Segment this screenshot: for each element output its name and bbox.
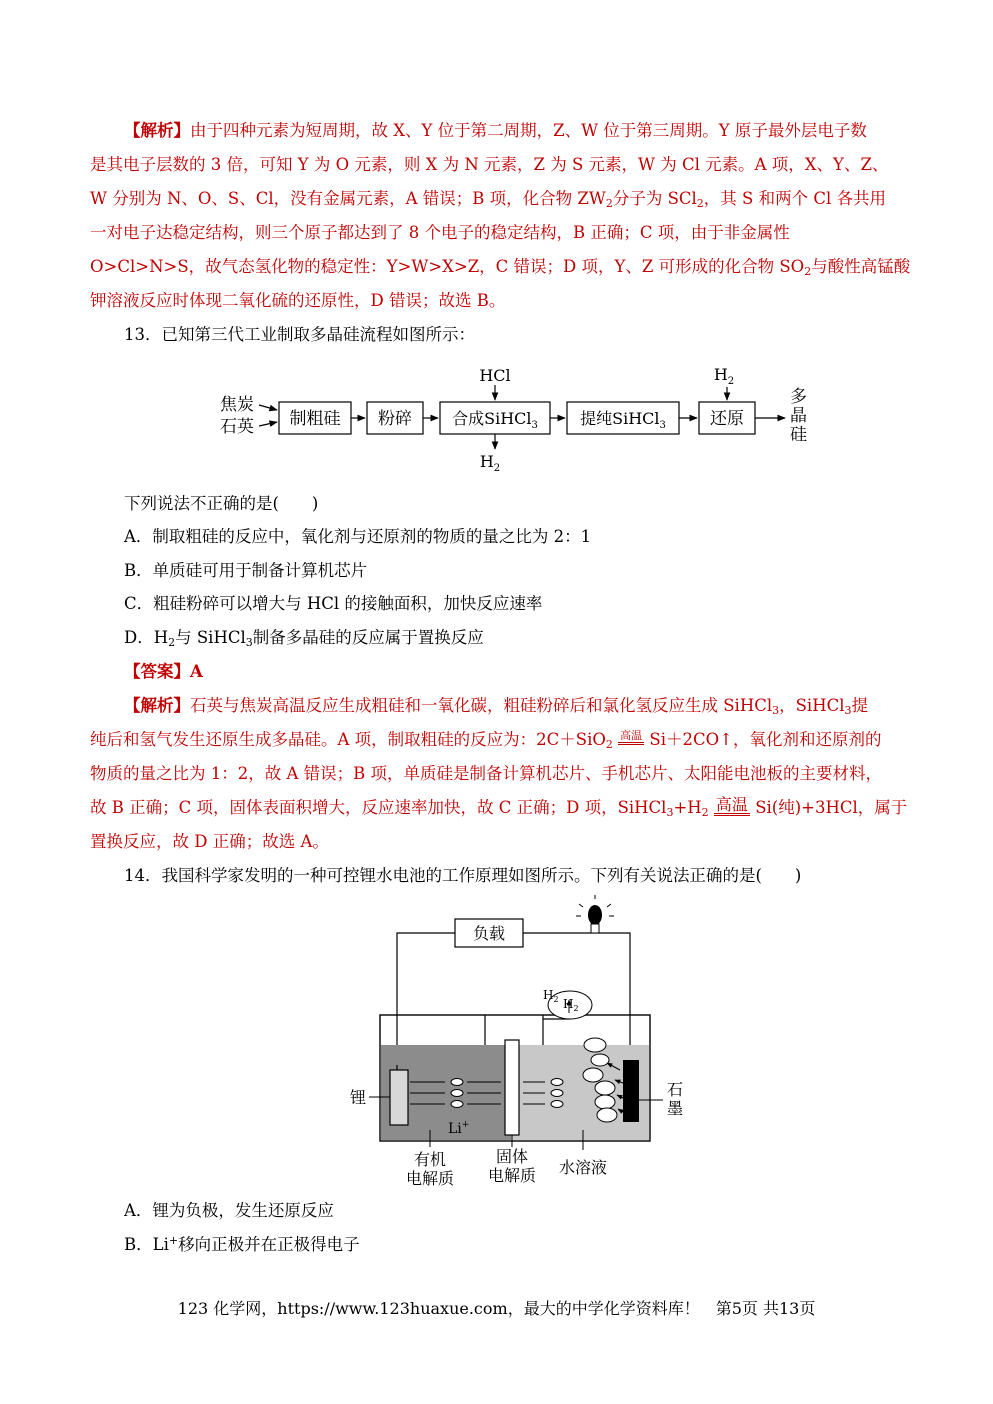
page-footer: 123 化学网，https://www.123huaxue.com，最大的中学化学资料库！ 第5页 共13页 — [177, 1299, 816, 1318]
q13-option-b: B．单质硅可用于制备计算机芯片 — [124, 561, 368, 580]
li-ion-label: Li+ — [448, 1120, 470, 1137]
h2-label: $H_2$ — [543, 988, 559, 1004]
water-label: 水溶液 — [558, 1158, 608, 1177]
lithium-electrode — [390, 1070, 408, 1125]
svg-text:粉碎: 粉碎 — [378, 409, 412, 429]
bulb-icon — [576, 895, 614, 933]
q13-option-c: C．粗硅粉碎可以增大与 HCl 的接触面积，加快反应速率 — [124, 594, 543, 613]
flow-output-2: 晶 — [790, 406, 807, 426]
analysis13-line4: 故 B 正确；C 项，固体表面积增大，反应速率加快，故 C 正确；D 项，$SiHCl_3+H_2$ 高温 Si(纯)+3HCl，属于 — [90, 795, 908, 819]
analysis12-line3: W 分别为 N、O、S、Cl，没有金属元素，A 错误；B 项，化合物 $ZW_2$分子为 SCl$_2$，其 S 和两个 Cl 各共用 — [90, 189, 886, 210]
analysis12-line5: O>Cl>N>S，故气态氢化物的稳定性：Y>W>X>Z，C 错误；D 项，Y、Z 可形成的化合物 $SO_2$与酸性高锰酸 — [90, 257, 911, 278]
q13-answer: 【答案】A — [124, 662, 203, 681]
q14-battery-diagram — [345, 895, 695, 1195]
q14-option-a: A．锂为负极，发生还原反应 — [124, 1201, 334, 1220]
load-label: 负载 — [472, 924, 506, 943]
q13-option-d: D．$H_2$与 SiHCl$_3$制备多晶硅的反应属于置换反应 — [124, 628, 484, 649]
graphite-label-2: 墨 — [667, 1099, 684, 1118]
flow-output-1: 多 — [790, 387, 807, 407]
analysis13-line2: 纯后和氢气发生还原生成多晶硅。A 项，制取粗硅的反应为：2C＋SiO$_2$ 高温 Si＋2CO↑，氧化剂和还原剂的 — [90, 729, 882, 751]
analysis13-line1: 【解析】石英与焦炭高温反应生成粗硅和一氧化碳，粗硅粉碎后和氯化氢反应生成 SiHCl$_3$，SiHCl$_3$提 — [124, 696, 868, 717]
svg-text:提纯SiHCl3: 提纯SiHCl$_3$ — [580, 409, 666, 431]
solid-label-1: 固体 — [495, 1147, 529, 1166]
svg-text:制粗硅: 制粗硅 — [289, 409, 341, 429]
flow-h2-in: $H_2$ — [713, 365, 735, 387]
analysis12-line4: 一对电子达稳定结构，则三个原子都达到了 8 个电子的稳定结构，B 正确；C 项，由于非金属性 — [90, 223, 790, 242]
analysis13-line3: 物质的量之比为 1：2，故 A 错误；B 项，单质硅是制备计算机芯片、手机芯片、太阳能电池板的主要材料， — [90, 764, 883, 783]
organic-label-2: 电解质 — [405, 1169, 455, 1188]
flow-input-quartz: 石英 — [220, 417, 254, 437]
analysis12-line6: 钾溶液反应时体现二氧化硫的还原性，D 错误；故选 B。 — [90, 291, 506, 310]
solid-label-2: 电解质 — [487, 1166, 537, 1185]
q13-question: 下列说法不正确的是( ) — [124, 494, 319, 513]
analysis12-line1: 【解析】由于四种元素为短周期，故 X、Y 位于第二周期，Z、W 位于第三周期。Y 原子最外层电子数 — [124, 121, 867, 140]
q14-stem: 14．我国科学家发明的一种可控锂水电池的工作原理如图所示。下列有关说法正确的是( ) — [124, 866, 802, 885]
flow-output-3: 硅 — [790, 425, 807, 445]
q13-flow-diagram — [215, 362, 815, 482]
q14-option-b: B．Li+移向正极并在正极得电子 — [124, 1234, 360, 1254]
solid-electrolyte — [505, 1040, 519, 1135]
organic-label-1: 有机 — [413, 1150, 447, 1169]
svg-text:H2: $H_2$ — [563, 997, 579, 1013]
lithium-label: 锂 — [350, 1088, 367, 1107]
analysis12-line2: 是其电子层数的 3 倍，可知 Y 为 O 元素，则 X 为 N 元素，Z 为 S 元素，W 为 Cl 元素。A 项，X、Y、Z、 — [90, 155, 889, 174]
flow-hcl: HCl — [479, 366, 511, 385]
flow-input-coke: 焦炭 — [220, 395, 254, 415]
flow-h2-out: $H_2$ — [479, 452, 501, 474]
graphite-electrode — [623, 1060, 639, 1122]
q13-stem: 13．已知第三代工业制取多晶硅流程如图所示： — [124, 325, 475, 344]
analysis13-line5: 置换反应，故 D 正确；故选 A。 — [90, 832, 329, 851]
svg-text:合成SiHCl3: 合成SiHCl$_3$ — [452, 409, 538, 431]
graphite-label-1: 石 — [667, 1080, 684, 1099]
svg-text:还原: 还原 — [710, 409, 744, 429]
q13-option-a: A．制取粗硅的反应中，氧化剂与还原剂的物质的量之比为 2：1 — [124, 527, 592, 546]
